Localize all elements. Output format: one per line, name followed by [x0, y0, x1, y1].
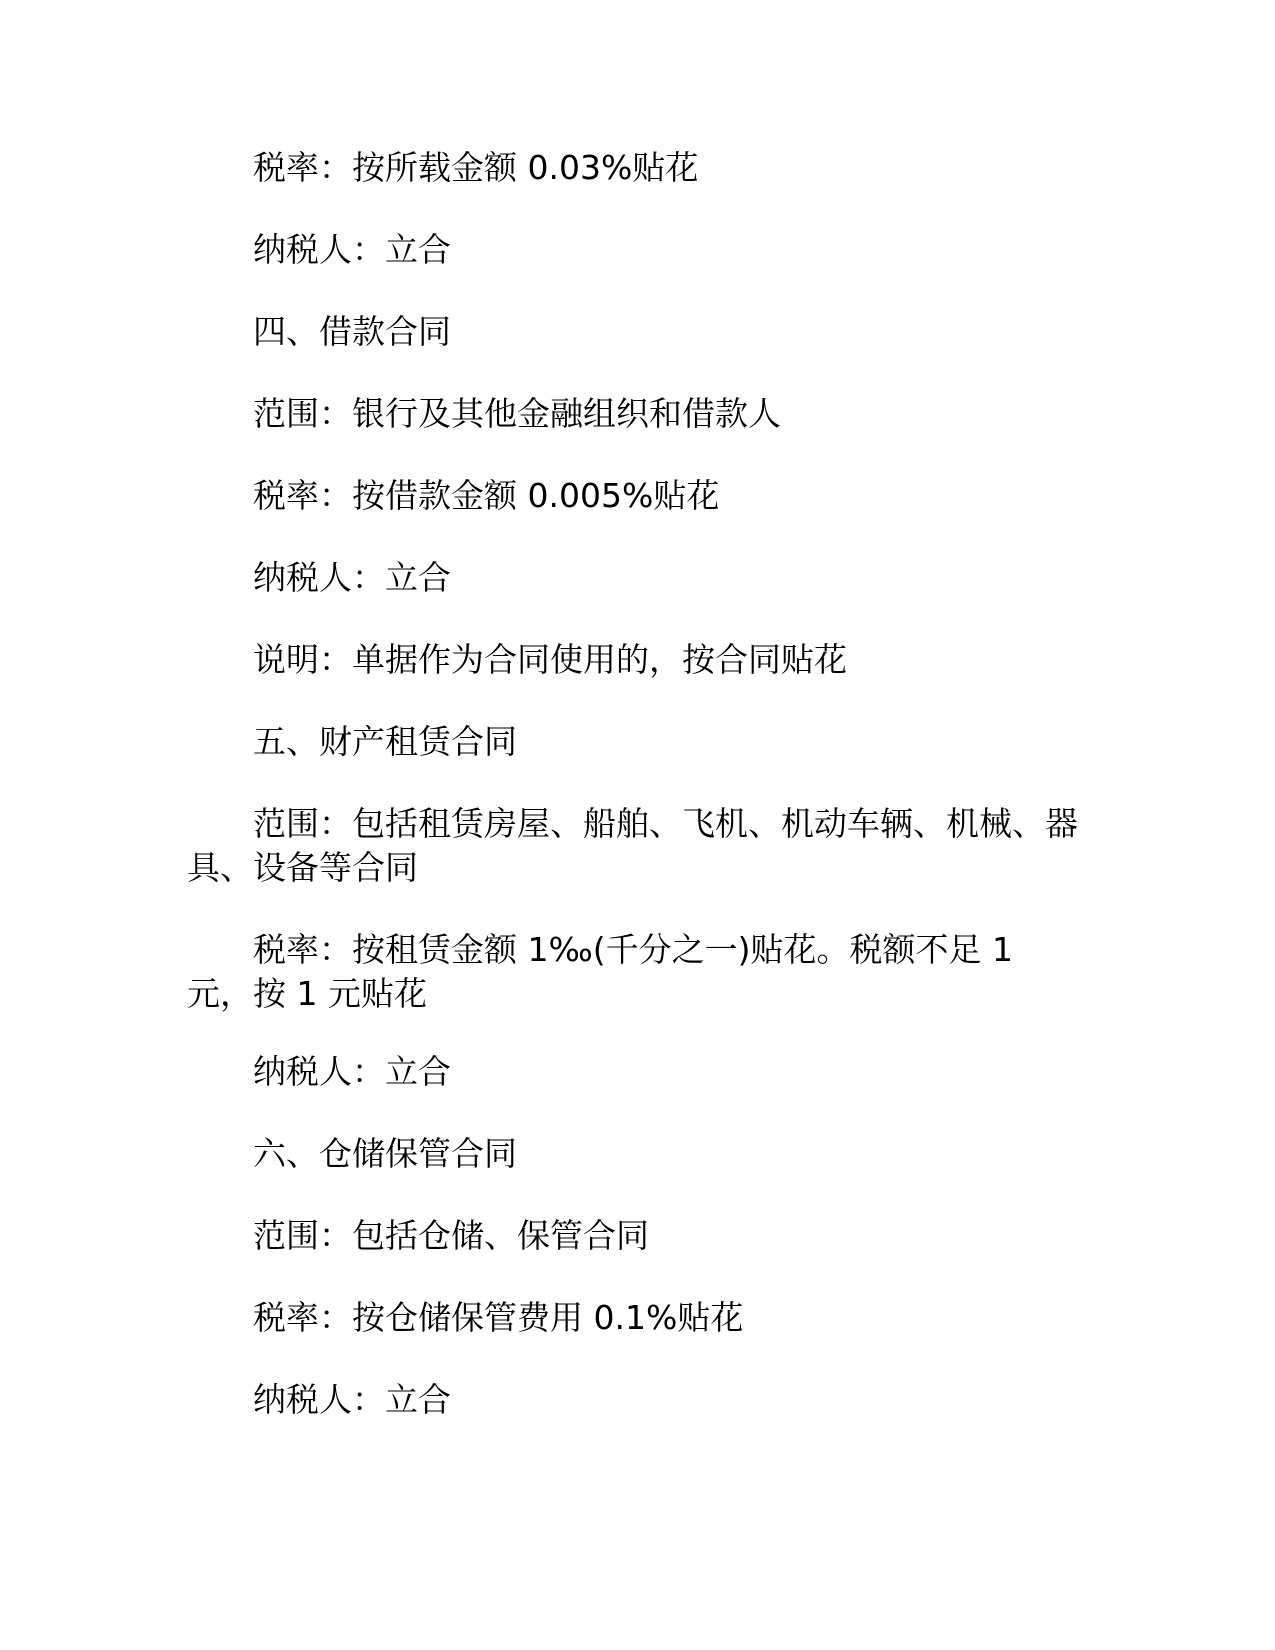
- paragraph-scope-loan: 范围：银行及其他金融组织和借款人: [253, 394, 781, 433]
- paragraph-taxpayer-4: 纳税人：立合: [253, 1380, 451, 1419]
- section-heading-loan-contract: 四、借款合同: [253, 312, 451, 351]
- paragraph-note-loan: 说明：单据作为合同使用的，按合同贴花: [253, 640, 847, 679]
- paragraph-scope-lease: 范围：包括租赁房屋、船舶、飞机、机动车辆、机械、器具、设备等合同: [187, 804, 1078, 887]
- paragraph-taxpayer-3: 纳税人：立合: [253, 1052, 451, 1091]
- paragraph-rate-loan: 税率：按借款金额 0.005%贴花: [253, 476, 720, 515]
- paragraph-scope-storage: 范围：包括仓储、保管合同: [253, 1216, 649, 1255]
- paragraph-rate-shipping: 税率：按所载金额 0.03%贴花: [253, 148, 699, 187]
- paragraph-rate-storage: 税率：按仓储保管费用 0.1%贴花: [253, 1298, 744, 1337]
- paragraph-rate-lease: 税率：按租赁金额 1‰(千分之一)贴花。税额不足 1 元，按 1 元贴花: [187, 930, 1013, 1013]
- section-heading-storage-contract: 六、仓储保管合同: [253, 1134, 517, 1173]
- paragraph-taxpayer-1: 纳税人：立合: [253, 230, 451, 269]
- section-heading-lease-contract: 五、财产租赁合同: [253, 722, 517, 761]
- paragraph-taxpayer-2: 纳税人：立合: [253, 558, 451, 597]
